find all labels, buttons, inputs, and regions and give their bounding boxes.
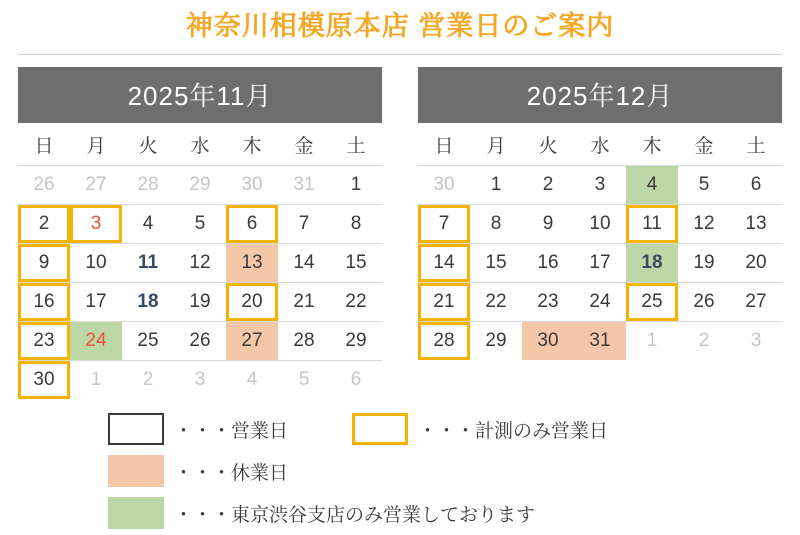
calendar-day-cell: [70, 205, 122, 244]
calendar-day-cell: [730, 205, 782, 244]
calendar-day-number: 8: [490, 213, 502, 234]
calendar-day-cell: [278, 205, 330, 244]
weekday-sat: 土: [330, 123, 382, 166]
calendar-day-number: 30: [18, 361, 70, 399]
calendar-day-number: 25: [626, 283, 678, 321]
calendar-day-cell: [522, 166, 574, 205]
calendar-day-number: 3: [70, 205, 122, 243]
legend-item-holiday: [108, 455, 288, 487]
calendar-day-cell: [626, 166, 678, 205]
calendar-day-number: 12: [189, 252, 211, 273]
calendar-day-cell: [226, 322, 278, 361]
calendar-day-cell: [278, 166, 330, 205]
calendar-day-cell: [18, 322, 70, 361]
calendar-day-number: 23: [18, 322, 70, 360]
calendar-november-heading: 2025年11月: [18, 67, 382, 123]
legend-item-shibuya: [108, 497, 535, 529]
weekday-wed: 水: [574, 123, 626, 166]
calendar-week-row: [418, 205, 782, 244]
legend-label-holiday: ・・・休業日: [174, 462, 289, 484]
legend-row-holiday: [0, 455, 800, 487]
calendar-day-number: 9: [18, 244, 70, 282]
calendar-week-row: [418, 283, 782, 322]
calendar-day-number: 29: [485, 330, 507, 351]
calendar-day-cell: [678, 244, 730, 283]
calendar-day-cell: [574, 205, 626, 244]
calendar-day-cell: [18, 244, 70, 283]
calendar-day-number: 15: [345, 252, 367, 273]
legend-swatch-holiday: [108, 455, 164, 487]
calendar-day-number: 27: [85, 174, 107, 195]
calendar-day-cell: [730, 244, 782, 283]
calendar-day-cell: [626, 283, 678, 322]
calendar-day-cell: [174, 322, 226, 361]
weekday-wed: 水: [174, 123, 226, 166]
calendar-day-number: 4: [142, 213, 154, 234]
page-title: 神奈川相模原本店 営業日のご案内: [185, 11, 615, 41]
calendar-day-number: 1: [90, 369, 102, 390]
calendar-day-cell: [678, 205, 730, 244]
calendar-day-number: 31: [574, 322, 626, 360]
calendar-day-number: 30: [522, 322, 574, 360]
calendar-november-table: [18, 123, 382, 399]
calendar-day-cell: [330, 283, 382, 322]
calendar-day-number: 18: [137, 291, 159, 312]
calendar-day-number: 16: [537, 252, 559, 273]
calendar-day-cell: [574, 283, 626, 322]
calendar-week-row: [18, 361, 382, 400]
legend-row-shibuya: [0, 497, 800, 529]
calendar-day-cell: [418, 166, 470, 205]
calendar-day-number: 17: [85, 291, 107, 312]
calendar-day-cell: [418, 244, 470, 283]
calendar-day-cell: [678, 283, 730, 322]
calendar-week-row: [18, 166, 382, 205]
calendar-day-cell: [122, 244, 174, 283]
calendar-day-cell: [18, 205, 70, 244]
weekday-mon: 月: [70, 123, 122, 166]
calendar-week-row: [418, 322, 782, 361]
calendar-day-cell: [70, 361, 122, 400]
calendar-week-row: [418, 244, 782, 283]
calendar-day-cell: [278, 244, 330, 283]
calendar-day-cell: [574, 244, 626, 283]
legend-label-measure: ・・・計測のみ営業日: [418, 420, 609, 442]
calendar-day-number: 14: [293, 252, 315, 273]
weekday-sat: 土: [730, 123, 782, 166]
calendar-day-number: 6: [350, 369, 362, 390]
calendar-day-number: 24: [70, 322, 122, 360]
weekday-sun: 日: [418, 123, 470, 166]
legend-swatch-open: [108, 413, 164, 445]
calendar-day-cell: [470, 205, 522, 244]
calendar-day-cell: [226, 283, 278, 322]
calendar-day-number: 5: [698, 174, 710, 195]
calendar-day-number: 30: [241, 174, 263, 195]
calendar-day-cell: [626, 322, 678, 361]
calendar-day-number: 15: [485, 252, 507, 273]
calendar-december-table: [418, 123, 782, 360]
calendar-day-number: 11: [137, 252, 159, 273]
calendar-day-number: 19: [189, 291, 211, 312]
legend-swatch-shibuya: [108, 497, 164, 529]
calendar-day-cell: [330, 322, 382, 361]
calendar-day-cell: [70, 322, 122, 361]
calendar-day-number: 26: [33, 174, 55, 195]
calendar-december-body: [418, 166, 782, 361]
calendar-day-number: 3: [194, 369, 206, 390]
calendar-day-cell: [122, 322, 174, 361]
calendar-day-number: 24: [589, 291, 611, 312]
calendar-day-cell: [574, 322, 626, 361]
calendar-day-cell: [678, 322, 730, 361]
calendar-day-number: 7: [298, 213, 310, 234]
calendar-day-cell: [174, 205, 226, 244]
calendar-day-cell: [18, 166, 70, 205]
calendar-day-number: 5: [298, 369, 310, 390]
calendar-day-number: 1: [350, 174, 362, 195]
calendar-day-cell: [278, 361, 330, 400]
calendar-day-number: 2: [698, 330, 710, 351]
calendar-day-number: 1: [646, 330, 658, 351]
calendar-day-number: 27: [745, 291, 767, 312]
calendar-day-number: 27: [226, 322, 278, 360]
calendar-day-cell: [18, 283, 70, 322]
calendar-day-cell: [730, 322, 782, 361]
legend-label-shibuya: ・・・東京渋谷支店のみ営業しております: [174, 504, 536, 526]
calendar-day-number: 22: [345, 291, 367, 312]
calendar-day-cell: [574, 166, 626, 205]
calendar-day-cell: [122, 205, 174, 244]
weekday-sun: 日: [18, 123, 70, 166]
calendar-november-body: [18, 166, 382, 400]
calendar-day-number: 18: [626, 244, 678, 282]
calendar-day-number: 11: [626, 205, 678, 243]
calendar-day-number: 26: [189, 330, 211, 351]
calendar-day-cell: [330, 205, 382, 244]
calendar-day-cell: [174, 283, 226, 322]
weekday-thu: 木: [626, 123, 678, 166]
calendar-day-number: 26: [693, 291, 715, 312]
calendar-day-number: 20: [226, 283, 278, 321]
calendar-day-cell: [226, 244, 278, 283]
calendar-day-cell: [678, 166, 730, 205]
calendar-day-cell: [730, 283, 782, 322]
calendar-day-cell: [174, 361, 226, 400]
calendar-day-number: 7: [418, 205, 470, 243]
calendar-day-cell: [330, 244, 382, 283]
legend-row-top: [0, 413, 800, 445]
calendar-day-number: 31: [293, 174, 315, 195]
calendar-day-cell: [122, 283, 174, 322]
legend-label-open: ・・・営業日: [174, 420, 289, 442]
calendar-day-number: 13: [226, 244, 278, 282]
weekday-fri: 金: [678, 123, 730, 166]
calendar-day-number: 28: [418, 322, 470, 360]
calendar-day-number: 4: [626, 166, 678, 204]
calendar-day-cell: [226, 205, 278, 244]
calendar-december: [418, 67, 782, 399]
calendar-day-number: 30: [433, 174, 455, 195]
calendar-day-number: 20: [745, 252, 767, 273]
calendar-week-row: [418, 166, 782, 205]
calendar-day-cell: [626, 244, 678, 283]
calendar-day-number: 14: [418, 244, 470, 282]
calendar-day-cell: [418, 322, 470, 361]
calendar-day-number: 6: [226, 205, 278, 243]
calendar-december-heading: 2025年12月: [418, 67, 782, 123]
calendar-day-number: 9: [542, 213, 554, 234]
calendar-day-number: 28: [137, 174, 159, 195]
calendar-day-number: 13: [745, 213, 767, 234]
calendar-day-number: 3: [750, 330, 762, 351]
weekday-header-row: [18, 123, 382, 166]
calendar-day-cell: [470, 244, 522, 283]
weekday-fri: 金: [278, 123, 330, 166]
calendar-day-cell: [470, 283, 522, 322]
calendar-day-cell: [418, 205, 470, 244]
legend-swatch-measure: [352, 413, 408, 445]
calendar-day-number: 12: [693, 213, 715, 234]
calendar-day-number: 21: [293, 291, 315, 312]
calendar-day-number: 22: [485, 291, 507, 312]
calendar-day-number: 3: [594, 174, 606, 195]
calendar-day-number: 10: [85, 252, 107, 273]
calendar-day-cell: [522, 283, 574, 322]
calendar-day-number: 4: [246, 369, 258, 390]
calendar-day-number: 2: [542, 174, 554, 195]
calendar-day-cell: [522, 205, 574, 244]
weekday-tue: 火: [122, 123, 174, 166]
calendar-day-cell: [226, 166, 278, 205]
calendar-day-number: 19: [693, 252, 715, 273]
calendar-day-number: 5: [194, 213, 206, 234]
calendar-day-cell: [278, 283, 330, 322]
weekday-mon: 月: [470, 123, 522, 166]
weekday-thu: 木: [226, 123, 278, 166]
weekday-tue: 火: [522, 123, 574, 166]
legend-item-open: [108, 413, 288, 445]
calendar-day-cell: [730, 166, 782, 205]
calendar-day-cell: [122, 166, 174, 205]
calendar-day-cell: [330, 361, 382, 400]
calendar-day-number: 16: [18, 283, 70, 321]
calendar-day-cell: [522, 244, 574, 283]
calendar-day-cell: [330, 166, 382, 205]
calendar-november: [18, 67, 382, 399]
calendar-day-cell: [522, 322, 574, 361]
calendar-day-number: 10: [589, 213, 611, 234]
calendar-day-cell: [418, 283, 470, 322]
calendar-day-cell: [70, 244, 122, 283]
calendar-day-number: 28: [293, 330, 315, 351]
calendar-day-cell: [278, 322, 330, 361]
calendar-day-number: 29: [345, 330, 367, 351]
calendar-day-cell: [226, 361, 278, 400]
calendar-week-row: [18, 322, 382, 361]
calendar-week-row: [18, 244, 382, 283]
calendar-day-number: 8: [350, 213, 362, 234]
calendar-day-number: 23: [537, 291, 559, 312]
calendar-day-cell: [174, 166, 226, 205]
calendar-day-number: 29: [189, 174, 211, 195]
calendar-day-cell: [626, 205, 678, 244]
calendar-day-number: 6: [750, 174, 762, 195]
calendar-day-number: 17: [589, 252, 611, 273]
weekday-header-row: [418, 123, 782, 166]
calendar-day-cell: [470, 166, 522, 205]
calendar-day-number: 21: [418, 283, 470, 321]
legend-item-measure: [352, 413, 608, 445]
calendar-day-cell: [470, 322, 522, 361]
calendar-week-row: [18, 205, 382, 244]
calendar-day-cell: [70, 166, 122, 205]
calendar-week-row: [18, 283, 382, 322]
calendar-day-cell: [174, 244, 226, 283]
calendar-day-number: 25: [137, 330, 159, 351]
calendar-day-number: 2: [18, 205, 70, 243]
calendar-day-cell: [70, 283, 122, 322]
calendar-day-number: 1: [490, 174, 502, 195]
calendars-container: [0, 55, 800, 399]
calendar-day-cell: [122, 361, 174, 400]
calendar-day-number: 2: [142, 369, 154, 390]
legend: [0, 399, 800, 529]
calendar-day-cell: [18, 361, 70, 400]
